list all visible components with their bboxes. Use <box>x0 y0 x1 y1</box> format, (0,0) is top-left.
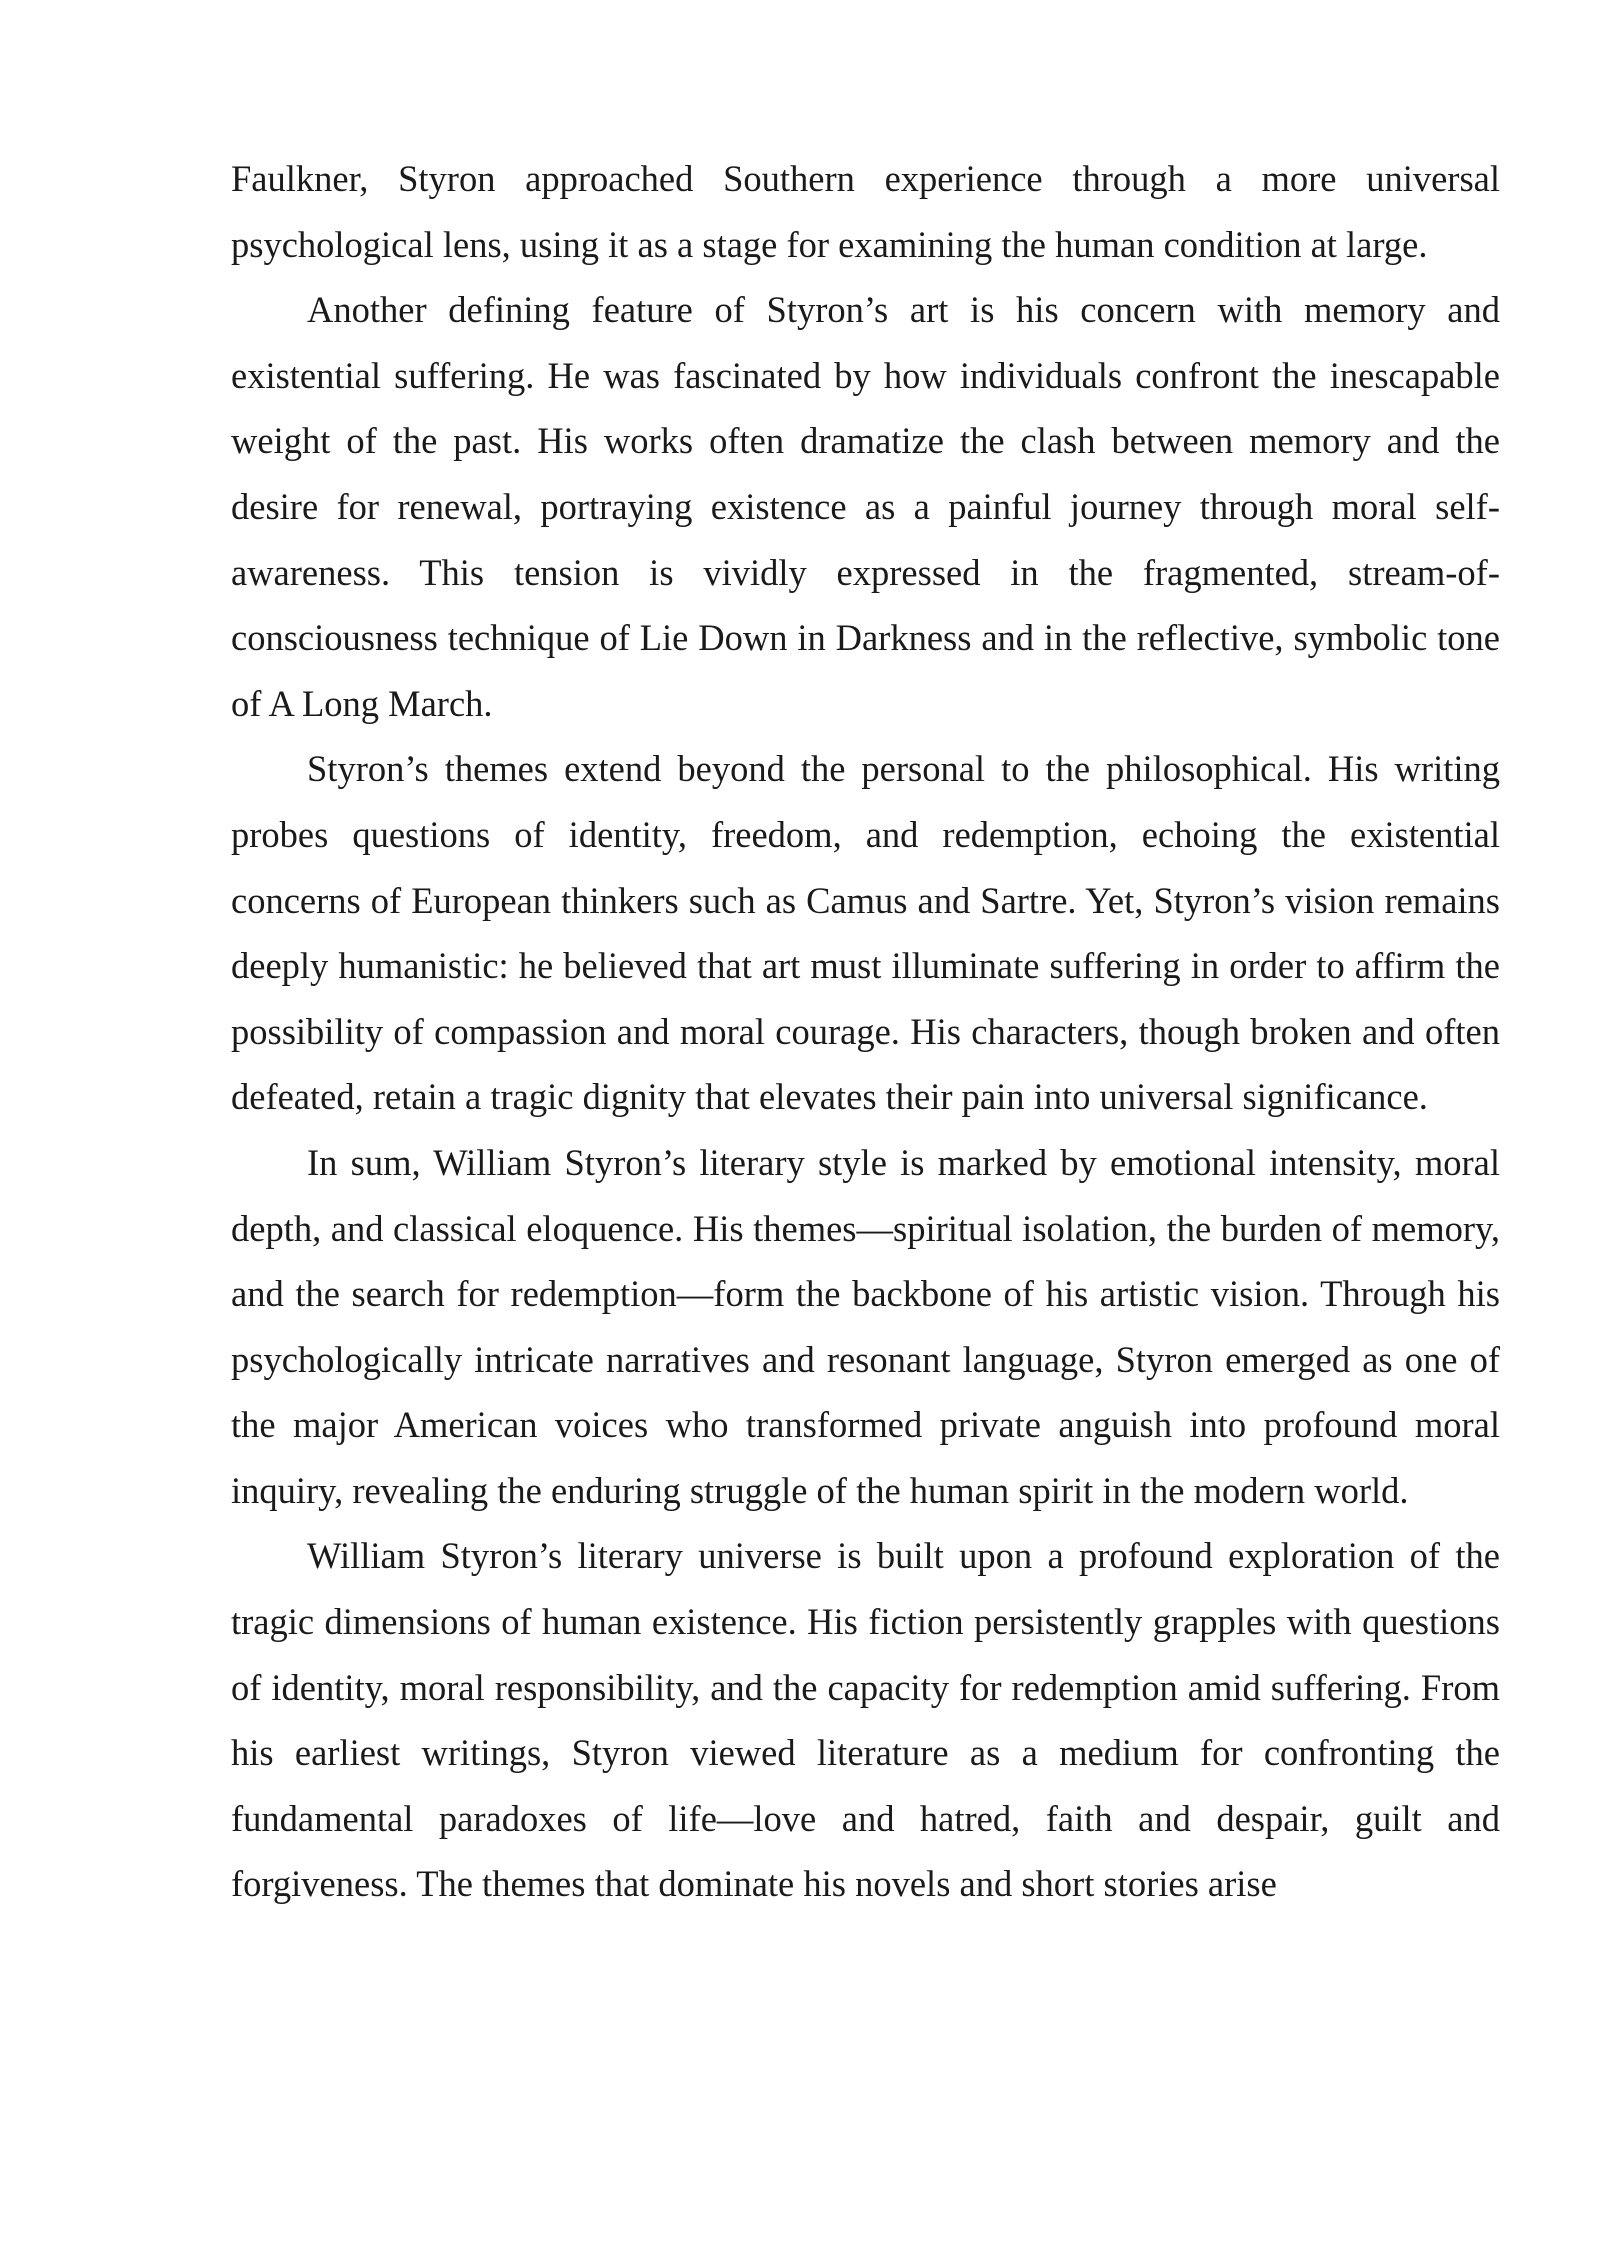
body-text <box>231 146 1500 1917</box>
paragraph-literary-universe: William Styron’s literary universe is built upon a profound exploration of the tragic dimensions of human existence. His fiction persistently grapples with questions of identity, moral responsibility, and the capacity for redemption amid suffering. From his earliest writings, Styron viewed literature as a medium for confronting the fundamental paradoxes of life—love and hatred, faith and despair, guilt and forgiveness. The themes that dominate his novels and short stories arise <box>231 1535 1500 1905</box>
paragraph-memory-suffering: Another defining feature of Styron’s art is his concern with memory and existential suffering. He was fascinated by how individuals confront the inescapable weight of the past. His works often dramatize the clash between memory and the desire for renewal, portraying existence as a painful journey through moral self-awareness. This tension is vividly expressed in the fragmented, stream-of-consciousness technique of Lie Down in Darkness and in the reflective, symbolic tone of A Long March. <box>231 289 1500 724</box>
paragraph-continuation: Faulkner, Styron approached Southern experience through a more universal psychological lens, using it as a stage for examining the human condition at large. <box>231 158 1500 265</box>
paragraph-summary: In sum, William Styron’s literary style is marked by emotional intensity, moral depth, and classical eloquence. His themes—spiritual isolation, the burden of memory, and the search for redemption—form the backbone of his artistic vision. Through his psychologically intricate narratives and resonant language, Styron emerged as one of the major American voices who transformed private anguish into profound moral inquiry, revealing the enduring struggle of the human spirit in the modern world. <box>231 1141 1500 1511</box>
paragraph-philosophical-themes: Styron’s themes extend beyond the personal to the philosophical. His writing probes questions of identity, freedom, and redemption, echoing the existential concerns of European thinkers such as Camus and Sartre. Yet, Styron’s vision remains deeply humanistic: he believed that art must illuminate suffering in order to affirm the possibility of compassion and moral courage. His characters, though broken and often defeated, retain a tragic dignity that elevates their pain into universal significance. <box>231 748 1500 1118</box>
